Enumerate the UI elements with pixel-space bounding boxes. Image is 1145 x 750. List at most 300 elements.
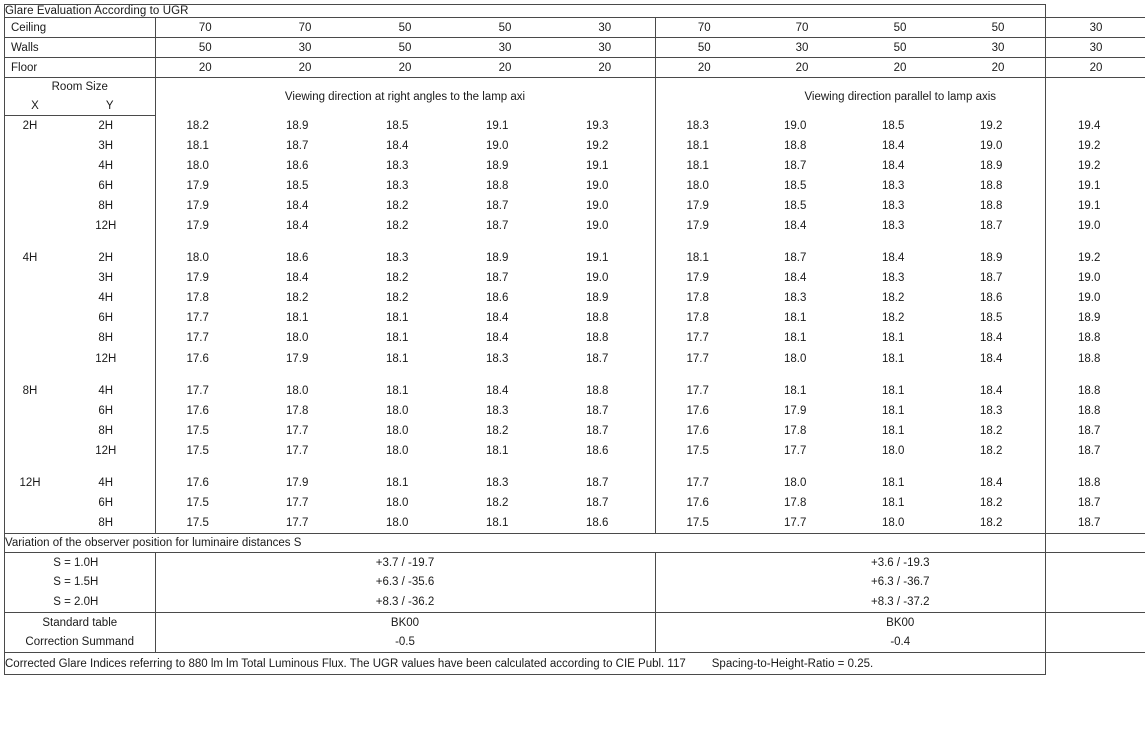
ugr-value: 18.5 xyxy=(980,312,1003,325)
ugr-value: 18.0 xyxy=(386,444,409,457)
row-y-label: 3H xyxy=(65,136,155,156)
ugr-value: 18.2 xyxy=(386,220,409,233)
ugr-value: 18.8 xyxy=(486,179,509,192)
table-row xyxy=(5,401,1145,421)
table-row xyxy=(5,268,1145,288)
ugr-table-sheet xyxy=(4,4,1103,675)
ugr-value: 18.1 xyxy=(186,139,209,152)
surface-row-floor xyxy=(5,58,1145,78)
table-row xyxy=(5,216,1145,236)
ugr-value: 18.4 xyxy=(882,139,905,152)
ugr-value: 18.3 xyxy=(386,179,409,192)
ugr-value: 18.7 xyxy=(784,252,807,265)
ugr-value: 18.1 xyxy=(882,384,905,397)
row-y-label: 4H xyxy=(65,288,155,308)
ugr-value: 18.1 xyxy=(655,248,753,268)
axis-label-y: Y xyxy=(65,97,155,116)
correction-summand-perpendicular: -0.5 xyxy=(155,632,655,652)
ugr-value: 18.2 xyxy=(486,497,509,510)
row-x-label xyxy=(5,493,65,513)
ugr-value: 18.2 xyxy=(186,119,209,132)
ugr-value: 18.4 xyxy=(882,252,905,265)
walls-value-7: 30 xyxy=(753,38,851,58)
ugr-value: 18.7 xyxy=(586,404,609,417)
ugr-value: 18.3 xyxy=(386,252,409,265)
row-x-label xyxy=(5,421,65,441)
ugr-value: 18.3 xyxy=(980,404,1003,417)
ugr-value: 18.9 xyxy=(286,119,309,132)
ugr-value: 18.3 xyxy=(882,199,905,212)
s-value-parallel: +8.3 / -37.2 xyxy=(655,592,1145,612)
ugr-value: 17.6 xyxy=(186,477,209,490)
row-y-label: 2H xyxy=(65,248,155,268)
ugr-value: 19.2 xyxy=(1078,139,1101,152)
standard-table-label: Standard table xyxy=(5,612,155,632)
row-y-label: 12H xyxy=(65,349,155,369)
ugr-value: 18.0 xyxy=(386,404,409,417)
footer-row xyxy=(5,652,1145,674)
ugr-value: 18.1 xyxy=(386,332,409,345)
ugr-value: 18.6 xyxy=(486,292,509,305)
s-label: S = 2.0H xyxy=(5,592,155,612)
ugr-value: 18.2 xyxy=(980,497,1003,510)
ugr-value: 18.1 xyxy=(486,516,509,529)
s-value-perpendicular: +6.3 / -35.6 xyxy=(375,576,435,589)
row-y-label: 8H xyxy=(65,421,155,441)
ugr-value: 18.2 xyxy=(882,292,905,305)
ugr-value: 18.8 xyxy=(586,384,609,397)
surface-label-floor: Floor xyxy=(5,58,155,78)
ugr-value: 18.8 xyxy=(784,139,807,152)
row-x-label xyxy=(5,401,65,421)
ugr-value: 17.8 xyxy=(286,404,309,417)
ugr-value: 18.6 xyxy=(980,292,1003,305)
ugr-value: 17.5 xyxy=(655,441,753,461)
ugr-value: 17.5 xyxy=(186,516,209,529)
floor-value-4: 20 xyxy=(455,58,555,78)
ugr-value: 18.2 xyxy=(386,292,409,305)
ugr-value: 18.4 xyxy=(386,139,409,152)
ugr-value: 18.8 xyxy=(1078,384,1101,397)
ugr-value: 18.8 xyxy=(1078,332,1101,345)
ugr-value: 17.6 xyxy=(186,352,209,365)
ugr-value: 17.9 xyxy=(186,272,209,285)
ugr-value: 18.3 xyxy=(386,159,409,172)
ugr-value: 18.2 xyxy=(286,292,309,305)
ugr-value: 19.0 xyxy=(980,139,1003,152)
ugr-value: 18.3 xyxy=(882,179,905,192)
surface-row-walls xyxy=(5,38,1145,58)
row-y-label: 8H xyxy=(65,328,155,348)
ugr-value: 18.1 xyxy=(386,312,409,325)
row-y-label: 12H xyxy=(65,216,155,236)
viewing-direction-parallel: Viewing direction parallel to lamp axis xyxy=(655,78,1145,116)
table-row xyxy=(5,493,1145,513)
standard-table-parallel: BK00 xyxy=(655,612,1145,632)
group-spacer xyxy=(5,369,1145,381)
ugr-value: 19.0 xyxy=(586,272,609,285)
correction-summand-row xyxy=(5,632,1145,652)
ugr-value: 19.0 xyxy=(586,199,609,212)
ugr-value: 18.6 xyxy=(286,252,309,265)
ugr-value: 18.0 xyxy=(882,444,905,457)
ugr-value: 18.3 xyxy=(655,116,753,136)
floor-value-10: 20 xyxy=(1047,58,1145,78)
walls-value-8: 50 xyxy=(851,38,949,58)
row-x-label xyxy=(5,328,65,348)
ugr-value: 18.4 xyxy=(286,220,309,233)
row-y-label: 6H xyxy=(65,401,155,421)
row-x-label: 12H xyxy=(19,477,41,490)
ugr-value: 18.5 xyxy=(784,179,807,192)
row-x-label: 8H xyxy=(22,384,38,397)
ugr-value: 18.1 xyxy=(486,444,509,457)
variation-row-s20 xyxy=(5,592,1145,612)
ceiling-value-6: 70 xyxy=(655,18,753,38)
ugr-value: 18.7 xyxy=(784,159,807,172)
ugr-value: 18.3 xyxy=(882,220,905,233)
ugr-value: 18.3 xyxy=(882,272,905,285)
ugr-value: 18.4 xyxy=(784,220,807,233)
ugr-value: 18.1 xyxy=(882,404,905,417)
ugr-value: 17.9 xyxy=(784,404,807,417)
row-x-label xyxy=(5,288,65,308)
ugr-value: 17.7 xyxy=(784,516,807,529)
surface-row-ceiling xyxy=(5,18,1145,38)
ugr-value: 18.8 xyxy=(586,312,609,325)
ugr-value: 18.3 xyxy=(486,477,509,490)
ugr-value: 19.1 xyxy=(1078,199,1101,212)
ugr-value: 18.7 xyxy=(586,497,609,510)
ugr-value: 18.7 xyxy=(486,220,509,233)
ugr-value: 18.1 xyxy=(386,352,409,365)
ugr-value: 19.4 xyxy=(1078,119,1101,132)
ugr-value: 17.7 xyxy=(655,349,753,369)
ugr-value: 17.5 xyxy=(186,444,209,457)
ugr-value: 18.0 xyxy=(386,516,409,529)
s-value-parallel: +3.6 / -19.3 xyxy=(655,552,1145,572)
standard-table-perpendicular: BK00 xyxy=(390,616,420,629)
group-spacer xyxy=(5,461,1145,473)
ceiling-value-8: 50 xyxy=(851,18,949,38)
ugr-value: 18.0 xyxy=(186,252,209,265)
ugr-value: 18.1 xyxy=(882,497,905,510)
ugr-value: 18.2 xyxy=(882,312,905,325)
ugr-value: 17.8 xyxy=(784,497,807,510)
row-x-label xyxy=(5,216,65,236)
ugr-value: 17.8 xyxy=(784,424,807,437)
ugr-value: 17.6 xyxy=(186,404,209,417)
ugr-value: 18.1 xyxy=(386,384,409,397)
ugr-value: 17.7 xyxy=(655,473,753,493)
ugr-value: 17.9 xyxy=(186,220,209,233)
ugr-value: 17.9 xyxy=(286,477,309,490)
ugr-value: 18.4 xyxy=(980,477,1003,490)
ugr-value: 17.7 xyxy=(186,384,209,397)
ugr-value: 18.7 xyxy=(486,199,509,212)
ugr-value: 18.0 xyxy=(882,516,905,529)
ceiling-value-3: 50 xyxy=(355,18,455,38)
walls-value-6: 50 xyxy=(655,38,753,58)
ugr-value: 18.1 xyxy=(286,312,309,325)
ugr-value: 19.0 xyxy=(486,139,509,152)
ugr-value: 17.7 xyxy=(286,444,309,457)
ugr-value: 17.7 xyxy=(286,424,309,437)
s-value-perpendicular: +3.7 / -19.7 xyxy=(375,556,435,569)
ugr-value: 17.7 xyxy=(286,497,309,510)
ugr-value: 17.7 xyxy=(186,332,209,345)
ugr-value: 18.7 xyxy=(586,477,609,490)
ugr-value: 18.6 xyxy=(586,444,609,457)
table-row xyxy=(5,308,1145,328)
ugr-value: 18.7 xyxy=(980,220,1003,233)
walls-value-4: 30 xyxy=(455,38,555,58)
ugr-value: 18.7 xyxy=(586,424,609,437)
ugr-value: 18.8 xyxy=(586,332,609,345)
ugr-value: 18.4 xyxy=(784,272,807,285)
ugr-value: 17.6 xyxy=(655,401,753,421)
ugr-value: 18.4 xyxy=(980,332,1003,345)
table-row xyxy=(5,176,1145,196)
ugr-value: 19.1 xyxy=(586,252,609,265)
ceiling-value-5: 30 xyxy=(555,18,655,38)
ugr-value: 18.9 xyxy=(980,159,1003,172)
ugr-value: 18.8 xyxy=(1078,352,1101,365)
row-y-label: 8H xyxy=(65,513,155,533)
ugr-value: 17.9 xyxy=(655,216,753,236)
ugr-value: 17.9 xyxy=(186,179,209,192)
floor-value-5: 20 xyxy=(555,58,655,78)
ugr-value: 18.7 xyxy=(586,352,609,365)
ugr-value: 18.0 xyxy=(784,477,807,490)
standard-table-row xyxy=(5,612,1145,632)
ugr-value: 18.1 xyxy=(655,156,753,176)
ugr-value: 17.5 xyxy=(186,497,209,510)
ugr-value: 19.0 xyxy=(1078,272,1101,285)
ugr-value: 18.7 xyxy=(1078,424,1101,437)
ugr-value: 18.5 xyxy=(784,199,807,212)
ugr-value: 17.5 xyxy=(186,424,209,437)
ugr-value: 18.4 xyxy=(980,384,1003,397)
ugr-value: 18.4 xyxy=(486,312,509,325)
ugr-value: 18.1 xyxy=(882,424,905,437)
ugr-value: 18.4 xyxy=(286,199,309,212)
group-spacer xyxy=(5,236,1145,248)
ugr-value: 17.7 xyxy=(655,328,753,348)
s-label: S = 1.5H xyxy=(5,572,155,592)
ugr-value: 18.1 xyxy=(655,136,753,156)
ugr-value: 18.2 xyxy=(486,424,509,437)
row-y-label: 12H xyxy=(65,441,155,461)
ugr-value: 18.8 xyxy=(980,199,1003,212)
ugr-value: 18.0 xyxy=(186,159,209,172)
row-y-label: 6H xyxy=(65,176,155,196)
ugr-table xyxy=(5,5,1145,674)
table-row xyxy=(5,473,1145,493)
floor-value-9: 20 xyxy=(949,58,1047,78)
floor-value-6: 20 xyxy=(655,58,753,78)
row-y-label: 4H xyxy=(65,381,155,401)
ugr-value: 18.2 xyxy=(980,444,1003,457)
row-x-label xyxy=(5,156,65,176)
ugr-value: 18.2 xyxy=(980,424,1003,437)
ugr-value: 18.4 xyxy=(882,159,905,172)
table-row xyxy=(5,441,1145,461)
ugr-value: 18.5 xyxy=(386,119,409,132)
row-y-label: 4H xyxy=(65,156,155,176)
ugr-value: 18.8 xyxy=(1078,404,1101,417)
ceiling-value-4: 50 xyxy=(455,18,555,38)
surface-label-walls: Walls xyxy=(5,38,155,58)
table-row xyxy=(5,328,1145,348)
correction-summand-parallel: -0.4 xyxy=(655,632,1145,652)
table-row xyxy=(5,136,1145,156)
ugr-value: 18.3 xyxy=(486,404,509,417)
correction-summand-label: Correction Summand xyxy=(5,632,155,652)
row-y-label: 4H xyxy=(65,473,155,493)
row-x-label: 4H xyxy=(22,252,38,265)
ugr-value: 18.1 xyxy=(882,332,905,345)
walls-value-1: 50 xyxy=(155,38,255,58)
ugr-value: 17.8 xyxy=(655,308,753,328)
ceiling-value-2: 70 xyxy=(255,18,355,38)
row-x-label xyxy=(5,196,65,216)
ugr-value: 18.2 xyxy=(386,199,409,212)
s-label: S = 1.0H xyxy=(5,552,155,572)
ugr-value: 17.9 xyxy=(655,196,753,216)
ceiling-value-10: 30 xyxy=(1047,18,1145,38)
ugr-value: 19.0 xyxy=(586,220,609,233)
ceiling-value-7: 70 xyxy=(753,18,851,38)
table-row xyxy=(5,248,1145,268)
row-y-label: 8H xyxy=(65,196,155,216)
ugr-value: 19.0 xyxy=(784,119,807,132)
ugr-value: 19.1 xyxy=(586,159,609,172)
ugr-value: 18.1 xyxy=(386,477,409,490)
ugr-value: 18.9 xyxy=(486,159,509,172)
table-row xyxy=(5,196,1145,216)
row-x-label xyxy=(5,176,65,196)
ugr-value: 18.4 xyxy=(486,332,509,345)
ugr-value: 18.6 xyxy=(586,516,609,529)
ugr-value: 17.6 xyxy=(655,493,753,513)
ugr-value: 18.3 xyxy=(486,352,509,365)
s-value-perpendicular: +8.3 / -36.2 xyxy=(155,592,655,612)
ugr-value: 17.7 xyxy=(186,312,209,325)
ugr-value: 17.6 xyxy=(655,421,753,441)
ugr-value: 17.7 xyxy=(286,516,309,529)
row-y-label: 3H xyxy=(65,268,155,288)
surface-label-ceiling: Ceiling xyxy=(5,18,155,38)
ugr-value: 19.1 xyxy=(1078,179,1101,192)
row-x-label xyxy=(5,513,65,533)
ugr-value: 19.0 xyxy=(1078,220,1101,233)
ugr-value: 17.9 xyxy=(186,199,209,212)
ugr-value: 18.0 xyxy=(286,332,309,345)
variation-row-s15 xyxy=(5,572,1145,592)
footer-note: Corrected Glare Indices referring to 880 lm lm Total Luminous Flux. The UGR values have been calculated according to CIE Publ. 117 xyxy=(5,657,686,670)
ugr-value: 17.8 xyxy=(655,288,753,308)
table-row xyxy=(5,381,1145,401)
page-title: Glare Evaluation According to UGR xyxy=(5,5,1145,18)
ugr-value: 18.9 xyxy=(980,252,1003,265)
room-size-header-row xyxy=(5,78,1145,97)
floor-value-2: 20 xyxy=(255,58,355,78)
floor-value-1: 20 xyxy=(155,58,255,78)
ugr-value: 18.1 xyxy=(882,352,905,365)
row-x-label xyxy=(5,308,65,328)
ugr-value: 18.8 xyxy=(1078,477,1101,490)
ugr-value: 19.0 xyxy=(1078,292,1101,305)
variation-header: Variation of the observer position for luminaire distances S xyxy=(5,533,1145,552)
table-row xyxy=(5,421,1145,441)
row-x-label xyxy=(5,441,65,461)
ugr-value: 18.4 xyxy=(286,272,309,285)
ugr-value: 19.3 xyxy=(586,119,609,132)
table-row xyxy=(5,116,1145,136)
row-x-label xyxy=(5,268,65,288)
ugr-value: 17.8 xyxy=(186,292,209,305)
ugr-value: 17.9 xyxy=(655,268,753,288)
ugr-value: 18.2 xyxy=(980,516,1003,529)
floor-value-8: 20 xyxy=(851,58,949,78)
ugr-value: 18.0 xyxy=(655,176,753,196)
ugr-value: 18.9 xyxy=(1078,312,1101,325)
ugr-value: 18.7 xyxy=(980,272,1003,285)
ugr-value: 18.6 xyxy=(286,159,309,172)
footer-spacing-ratio: Spacing-to-Height-Ratio = 0.25. xyxy=(711,657,874,670)
ugr-value: 18.3 xyxy=(784,292,807,305)
ugr-value: 18.1 xyxy=(784,384,807,397)
row-x-label: 2H xyxy=(22,119,38,132)
viewing-direction-perpendicular: Viewing direction at right angles to the lamp axi xyxy=(284,90,526,103)
ugr-value: 18.0 xyxy=(386,424,409,437)
row-y-label: 6H xyxy=(65,308,155,328)
floor-value-7: 20 xyxy=(753,58,851,78)
walls-value-2: 30 xyxy=(255,38,355,58)
row-x-label xyxy=(5,136,65,156)
ugr-value: 18.7 xyxy=(1078,497,1101,510)
ugr-value: 19.2 xyxy=(980,119,1003,132)
ugr-value: 18.2 xyxy=(386,272,409,285)
ugr-value: 17.5 xyxy=(655,513,753,533)
walls-value-3: 50 xyxy=(355,38,455,58)
row-y-label: 6H xyxy=(65,493,155,513)
ugr-value: 18.9 xyxy=(486,252,509,265)
ugr-value: 19.2 xyxy=(586,139,609,152)
table-title-row xyxy=(5,5,1145,18)
s-value-parallel: +6.3 / -36.7 xyxy=(655,572,1145,592)
ugr-value: 18.8 xyxy=(980,179,1003,192)
ugr-value: 18.5 xyxy=(286,179,309,192)
table-row xyxy=(5,288,1145,308)
variation-header-row xyxy=(5,533,1145,552)
axis-label-x: X xyxy=(5,97,65,116)
row-y-label: 2H xyxy=(65,116,155,136)
ceiling-value-9: 50 xyxy=(949,18,1047,38)
ugr-value: 18.0 xyxy=(286,384,309,397)
ugr-value: 18.9 xyxy=(586,292,609,305)
ugr-value: 18.1 xyxy=(882,477,905,490)
walls-value-5: 30 xyxy=(555,38,655,58)
ugr-value: 18.0 xyxy=(784,352,807,365)
ugr-value: 18.7 xyxy=(486,272,509,285)
ugr-value: 18.4 xyxy=(980,352,1003,365)
ugr-value: 19.1 xyxy=(486,119,509,132)
row-x-label xyxy=(5,349,65,369)
table-row xyxy=(5,349,1145,369)
ugr-value: 18.7 xyxy=(1078,516,1101,529)
